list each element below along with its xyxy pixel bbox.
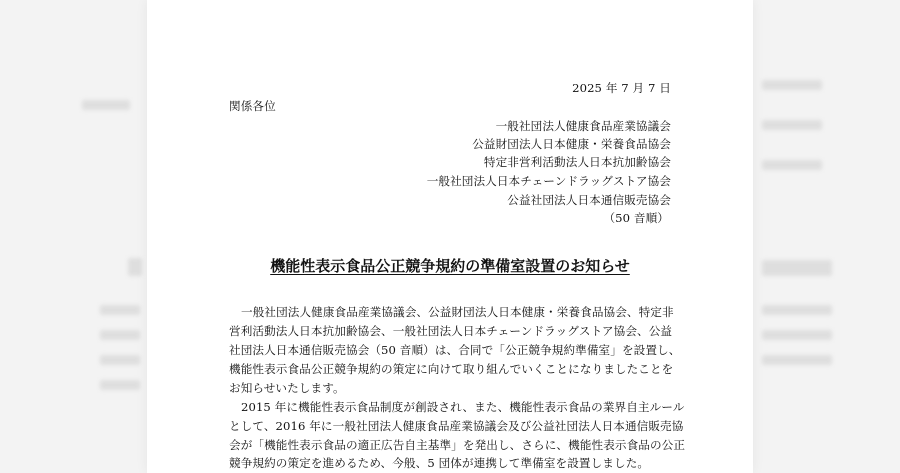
body-line: 会が「機能性表示食品の適正広告自主基準」を発出し、さらに、機能性表示食品の公正 — [229, 438, 686, 452]
blurred-text — [762, 305, 832, 315]
blurred-text — [762, 160, 822, 170]
document-date: 2025 年 7 月 7 日 — [572, 81, 671, 95]
body-line: 営利活動法人日本抗加齢協会、一般社団法人日本チェーンドラッグストア協会、公益 — [229, 324, 673, 338]
blurred-text — [762, 330, 832, 340]
body-line: 一般社団法人健康食品産業協議会、公益財団法人日本健康・栄養食品協会、特定非 — [241, 305, 674, 319]
blurred-text — [100, 305, 140, 315]
body-line: として、2016 年に一般社団法人健康食品産業協議会及び公益社団法人日本通信販売協 — [229, 419, 684, 433]
document-page — [147, 0, 753, 473]
body-line: 機能性表示食品公正競争規約の策定に向けて取り組んでいくことになりましたことを — [229, 362, 674, 376]
blurred-text — [762, 355, 832, 365]
body-line: お知らせいたします。 — [229, 381, 345, 395]
sender-line: 特定非営利活動法人日本抗加齢協会 — [483, 155, 671, 169]
sender-line: 公益社団法人日本通信販売協会 — [507, 193, 671, 207]
blurred-text — [100, 355, 140, 365]
blurred-text — [100, 380, 140, 390]
blurred-text — [762, 80, 822, 90]
document-title: 機能性表示食品公正競争規約の準備室設置のお知らせ — [270, 257, 630, 275]
blurred-text — [82, 100, 130, 110]
blurred-text — [100, 330, 140, 340]
blurred-text — [762, 260, 832, 276]
sender-line: 公益財団法人日本健康・栄養食品協会 — [472, 137, 671, 151]
sender-order-note: （50 音順） — [603, 211, 669, 225]
sender-line: 一般社団法人日本チェーンドラッグストア協会 — [426, 174, 671, 188]
body-line: 社団法人日本通信販売協会（50 音順）は、合同で「公正競争規約準備室」を設置し、 — [229, 343, 681, 357]
body-line: 2015 年に機能性表示食品制度が創設され、また、機能性表示食品の業界自主ルール — [241, 400, 685, 414]
blurred-text — [128, 258, 142, 276]
body-line: 競争規約の策定を進めるため、今般、5 団体が連携して準備室を設置しました。 — [229, 456, 650, 470]
addressee: 関係各位 — [229, 99, 276, 113]
sender-line: 一般社団法人健康食品産業協議会 — [495, 119, 671, 133]
blurred-text — [762, 120, 822, 130]
